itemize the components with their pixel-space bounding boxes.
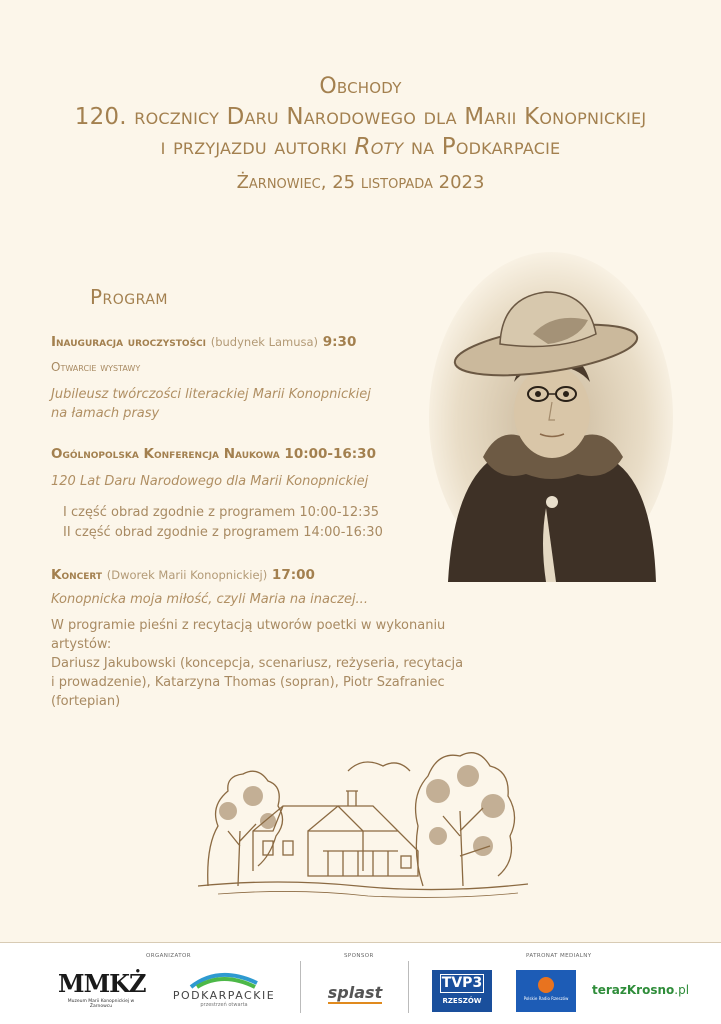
inauguracja-sub: Otwarcie wystawy <box>51 360 141 374</box>
organizator-label: ORGANIZATOR <box>146 953 191 959</box>
sponsor-footer <box>0 942 721 1024</box>
radio-circle-icon <box>538 977 554 993</box>
koncert-italic: Konopnicka moja miłość, czyli Maria na inaczej... <box>51 592 368 607</box>
konferencja-time: 10:00-16:30 <box>284 446 376 462</box>
krosno-text: Krosno <box>626 983 675 997</box>
header-line-3-italic: Roty <box>354 134 404 160</box>
mmkz-logo-text: MMKŻ <box>58 969 146 998</box>
event-date: Żarnowiec, 25 listopada 2023 <box>236 172 485 193</box>
koncert-title: Koncert <box>51 567 103 583</box>
poster-header <box>0 72 721 193</box>
header-line-3 <box>0 132 721 162</box>
header-line-3-pre: i przyjazdu autorki <box>160 134 355 160</box>
inauguracja-italic-1: Jubileusz twórczości literackiej Marii Konopnickiej <box>51 387 371 402</box>
header-line-1: Obchody <box>319 74 402 99</box>
koncert-para-2: Dariusz Jakubowski (koncepcja, scenariusz, reżyseria, recytacja <box>51 656 464 671</box>
konferencja-heading <box>51 445 471 464</box>
tvp3-logo[interactable] <box>432 970 492 1012</box>
koncert-heading <box>51 566 471 585</box>
header-line-3-post: na Podkarpacie <box>403 134 561 160</box>
tvp3-city: RZESZÓW <box>442 997 482 1005</box>
header-line-2: 120. rocznicy Daru Narodowego dla Marii Konopnickiej <box>74 104 647 130</box>
sponsor-label: SPONSOR <box>344 953 374 959</box>
konferencja-italic: 120 Lat Daru Narodowego dla Marii Konopnickiej <box>51 474 369 489</box>
inauguracja-place: (budynek Lamusa) <box>210 335 319 349</box>
podkarpackie-tagline: przestrzeń otwarta <box>200 1002 248 1008</box>
teraz-krosno-logo[interactable] <box>592 983 689 997</box>
inauguracja-title: Inauguracja uroczystości <box>51 334 207 350</box>
konferencja-title: Ogólnopolska Konferencja Naukowa <box>51 446 280 462</box>
session-1: I część obrad zgodnie z programem 10:00-12:35 <box>63 505 380 520</box>
pl-text: .pl <box>674 983 690 997</box>
patronat-label: PATRONAT MEDIALNY <box>526 953 592 959</box>
koncert-para-3: i prowadzenie), Katarzyna Thomas (sopran), Piotr Szafraniec (fortepian) <box>51 675 445 709</box>
podkarpackie-mark-icon <box>189 969 259 989</box>
footer-divider-2 <box>408 961 409 1013</box>
inauguracja-italic <box>51 385 471 423</box>
podkarpackie-logo[interactable] <box>170 969 278 1008</box>
mmkz-logo[interactable] <box>58 971 144 1009</box>
radio-text: Polskie Radio Rzeszów <box>523 996 569 1001</box>
konferencja-sessions <box>63 503 471 543</box>
footer-divider-1 <box>300 961 301 1013</box>
polskie-radio-logo[interactable] <box>516 970 576 1012</box>
program-content <box>51 333 471 711</box>
koncert-time: 17:00 <box>271 567 315 583</box>
koncert-para-1: W programie pieśni z recytacją utworów poetki w wykonaniu artystów: <box>51 618 446 652</box>
mmkz-caption: Muzeum Marii Konopnickiej w Żarnowcu <box>67 999 135 1009</box>
program-title: Program <box>90 285 168 309</box>
splast-text: splast <box>327 983 383 1002</box>
teraz-text: teraz <box>592 983 627 997</box>
podkarpackie-text: PODKARPACKIE <box>172 989 276 1002</box>
tvp3-mark: TVP3 <box>441 975 483 991</box>
manor-house-sketch <box>198 736 528 901</box>
koncert-place: (Dworek Marii Konopnickiej) <box>106 568 268 582</box>
inauguracja-heading <box>51 333 471 352</box>
portrait-image <box>428 252 674 582</box>
koncert-description <box>51 616 471 711</box>
inauguracja-italic-2: na łamach prasy <box>51 406 160 421</box>
session-2: II część obrad zgodnie z programem 14:00-16:30 <box>63 525 383 540</box>
splast-logo[interactable] <box>320 983 390 1003</box>
inauguracja-time: 9:30 <box>322 334 357 350</box>
